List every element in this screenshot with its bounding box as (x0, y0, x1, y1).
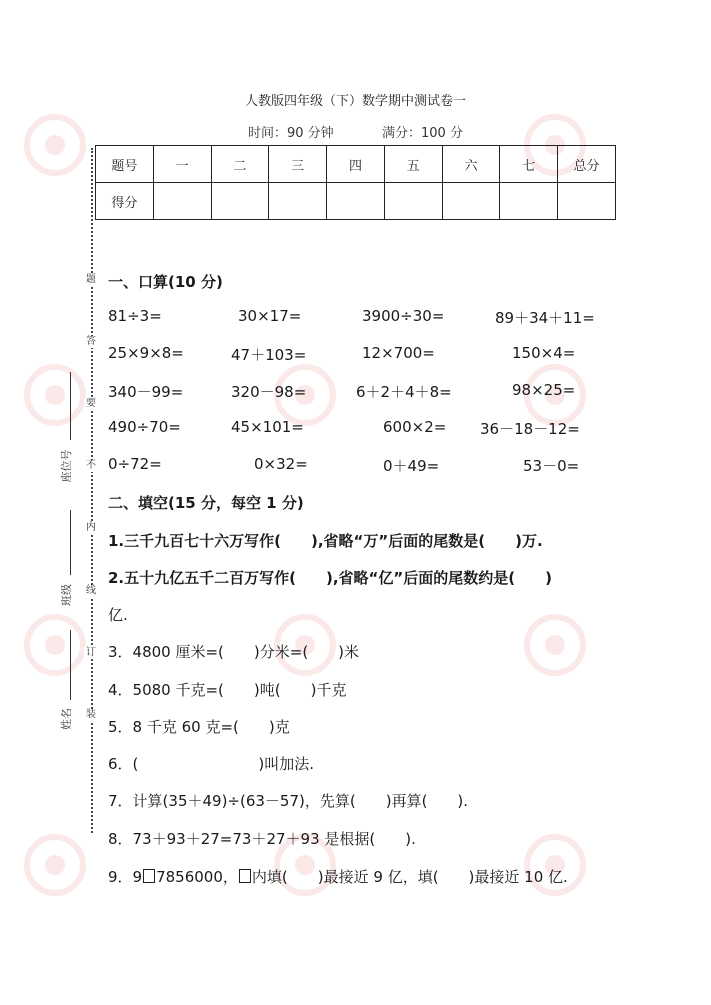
score-cell (558, 183, 616, 220)
fill-blank-question-2: 2.五十九亿五千二百万写作( ),省略“亿”后面的尾数约是( ) (108, 569, 552, 587)
exam-time: 时间：90 分钟 (248, 126, 334, 141)
mental-math-item: 320－98= (231, 383, 307, 401)
mental-math-item: 490÷70= (108, 418, 181, 436)
score-table-header-cell: 五 (384, 146, 442, 183)
fill-blank-question-3: 3．4800 厘米=( )分米=( )米 (108, 643, 360, 661)
fill-blank-question-2-cont: 亿. (108, 606, 128, 624)
mental-math-item: 6＋2＋4＋8= (356, 383, 452, 401)
score-table (95, 145, 616, 220)
margin-char: 要 (86, 398, 96, 409)
fill-blank-question-6: 6．( )叫加法. (108, 755, 315, 773)
mental-math-item: 3900÷30= (362, 307, 445, 325)
score-table-score-row (96, 183, 616, 220)
name-line (70, 630, 71, 700)
mental-math-item: 45×101= (231, 418, 304, 436)
mental-math-item: 0×32= (254, 455, 308, 473)
score-table-header-cell: 四 (327, 146, 385, 183)
score-table-header-cell: 三 (269, 146, 327, 183)
margin-char: 题 (86, 274, 96, 285)
score-table-header-cell: 题号 (96, 146, 154, 183)
watermark-logo (20, 360, 90, 434)
watermark-logo (20, 830, 90, 904)
margin-char: 内 (86, 522, 96, 533)
mental-math-item: 0＋49= (383, 457, 440, 475)
mental-math-item: 340－99= (108, 383, 184, 401)
fill-blank-question-9 (108, 866, 568, 887)
fill-blank-question-7: 7．计算(35＋49)÷(63－57)，先算( )再算( ). (108, 792, 469, 810)
fill-blank-question-5: 5．8 千克 60 克=( )克 (108, 718, 290, 736)
digit-box-icon (239, 869, 251, 883)
mental-math-item: 36－18－12= (480, 420, 580, 438)
class-line (70, 510, 71, 575)
watermark-logo (20, 110, 90, 184)
score-table-header-cell: 六 (442, 146, 500, 183)
watermark-logo (20, 610, 90, 684)
section2-heading: 二、填空(15 分，每空 1 分) (108, 494, 304, 512)
mental-math-item: 25×9×8= (108, 344, 184, 362)
exam-total-score: 满分：100 分 (382, 126, 463, 141)
fill-blank-question-4: 4．5080 千克=( )吨( )千克 (108, 681, 347, 699)
page-title: 人教版四年级（下）数学期中测试卷一 (244, 94, 466, 109)
mental-math-item: 47＋103= (231, 346, 307, 364)
mental-math-item: 0÷72= (108, 455, 162, 473)
seat-number-line (70, 372, 71, 440)
mental-math-item: 53－0= (523, 457, 580, 475)
margin-char: 装 (86, 709, 96, 720)
class-label: 班级 (60, 584, 73, 606)
score-cell (327, 183, 385, 220)
margin-char: 不 (86, 460, 96, 471)
fill-blank-question-1: 1.三千九百七十六万写作( ),省略“万”后面的尾数是( )万. (108, 532, 543, 550)
mental-math-item: 12×700= (362, 344, 435, 362)
score-cell (211, 183, 269, 220)
watermark-logo (520, 610, 590, 684)
score-cell (500, 183, 558, 220)
score-cell (384, 183, 442, 220)
margin-char: 答 (86, 336, 96, 347)
margin-char: 线 (86, 585, 96, 596)
margin-char: 订 (86, 647, 96, 658)
q9-prefix: 9．9 (108, 868, 143, 886)
score-table-header-cell: 一 (153, 146, 211, 183)
mental-math-item: 89＋34＋11= (495, 309, 595, 327)
q9-rest: 内填( )最接近 9 亿，填( )最接近 10 亿. (251, 868, 568, 886)
digit-box-icon (143, 869, 155, 883)
q9-number: 7856000， (156, 868, 238, 886)
score-table-header-cell: 总分 (558, 146, 616, 183)
mental-math-item: 30×17= (238, 307, 302, 325)
score-cell (153, 183, 211, 220)
score-table-header-cell: 七 (500, 146, 558, 183)
mental-math-item: 150×4= (512, 344, 576, 362)
binding-fold-line (91, 148, 93, 833)
fill-blank-question-8: 8．73＋93＋27=73＋27＋93 是根据( ). (108, 830, 416, 848)
seat-number-label: 座位号 (60, 449, 73, 483)
section1-heading: 一、口算(10 分) (108, 273, 223, 291)
mental-math-item: 98×25= (512, 381, 576, 399)
mental-math-item: 81÷3= (108, 307, 162, 325)
score-cell (269, 183, 327, 220)
score-row-label: 得分 (96, 183, 154, 220)
score-cell (442, 183, 500, 220)
score-table-header-cell: 二 (211, 146, 269, 183)
mental-math-item: 600×2= (383, 418, 447, 436)
name-label: 姓名 (60, 708, 73, 730)
score-table-header-row (96, 146, 616, 183)
